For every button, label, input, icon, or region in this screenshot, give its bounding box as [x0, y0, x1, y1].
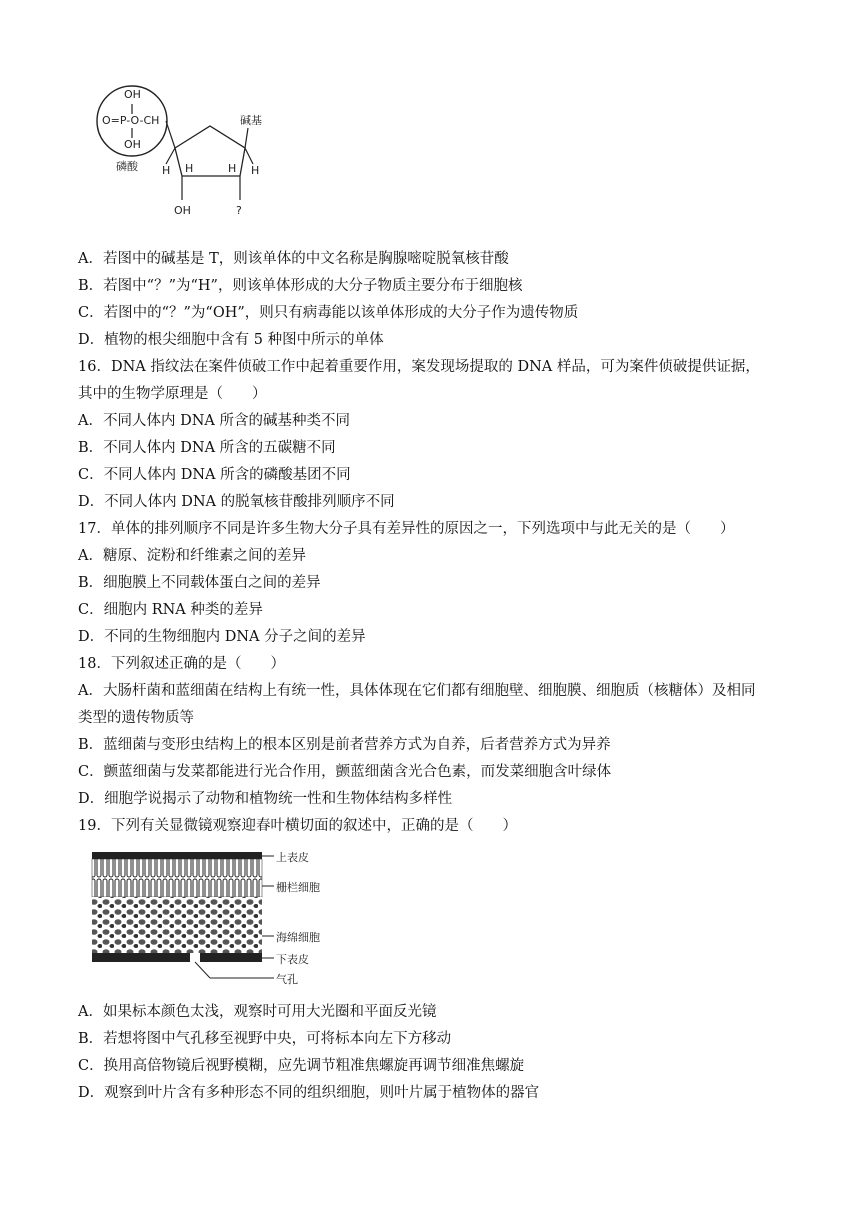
spongy-cell-label: 海绵细胞: [276, 931, 320, 944]
palisade-cell-label: 栅栏细胞: [276, 881, 320, 894]
q18-option-c: C．颤蓝细菌与发菜都能进行光合作用，颤蓝细菌含光合色素，而发菜细胞含叶绿体: [78, 764, 612, 780]
q15-option-c: C．若图中的“？”为“OH”，则只有病毒能以该单体形成的大分子作为遗传物质: [78, 305, 579, 321]
q19-option-d: D．观察到叶片含有多种形态不同的组织细胞，则叶片属于植物体的器官: [78, 1085, 540, 1101]
upper-epidermis-label: 上表皮: [276, 851, 309, 864]
h-label-3: H: [228, 162, 237, 175]
q15-option-b: B．若图中“？”为“H”，则该单体形成的大分子物质主要分布于细胞核: [78, 278, 523, 294]
q16-stem-line2: 其中的生物学原理是（ ）: [78, 386, 267, 402]
q17-option-b: B．细胞膜上不同载体蛋白之间的差异: [78, 575, 321, 591]
oh-sugar-label: OH: [174, 204, 191, 217]
lower-epidermis-label: 下表皮: [276, 953, 309, 966]
q18-option-b: B．蓝细菌与变形虫结构上的根本区别是前者营养方式为自养，后者营养方式为异养: [78, 737, 611, 753]
q16-option-d: D．不同人体内 DNA 的脱氧核苷酸排列顺序不同: [78, 494, 395, 510]
base-label: 碱基: [240, 114, 262, 127]
phosphorus-label: O=P-O-CH: [102, 114, 160, 127]
h-label-1: H: [162, 164, 171, 177]
q16-stem-line1: 16．DNA 指纹法在案件侦破工作中起着重要作用，案发现场提取的 DNA 样品，可为案件侦破提供证据，: [78, 359, 760, 375]
question-mark-label: ?: [236, 204, 242, 217]
nucleotide-figure: [90, 78, 290, 228]
q18-stem: 18．下列叙述正确的是（ ）: [78, 656, 285, 672]
oh-top-label: OH: [124, 88, 141, 101]
q17-option-c: C．细胞内 RNA 种类的差异: [78, 602, 263, 618]
q16-option-c: C．不同人体内 DNA 所含的磷酸基团不同: [78, 467, 351, 483]
q19-option-c: C．换用高倍物镜后视野模糊，应先调节粗准焦螺旋再调节细准焦螺旋: [78, 1058, 525, 1074]
h-label-2: H: [185, 162, 194, 175]
q19-stem: 19．下列有关显微镜观察迎春叶横切面的叙述中，正确的是（ ）: [78, 818, 517, 834]
q17-option-a: A．糖原、淀粉和纤维素之间的差异: [78, 548, 306, 564]
h-label-4: H: [251, 164, 260, 177]
q15-option-a: A．若图中的碱基是 T，则该单体的中文名称是胸腺嘧啶脱氧核苷酸: [78, 251, 509, 267]
q18-option-a-line2: 类型的遗传物质等: [78, 710, 194, 726]
q19-option-a: A．如果标本颜色太浅，观察时可用大光圈和平面反光镜: [78, 1004, 437, 1020]
q16-option-b: B．不同人体内 DNA 所含的五碳糖不同: [78, 440, 336, 456]
q15-option-d: D．植物的根尖细胞中含有 5 种图中所示的单体: [78, 332, 384, 348]
q19-option-b: B．若想将图中气孔移至视野中央，可将标本向左下方移动: [78, 1031, 452, 1047]
q18-option-d: D．细胞学说揭示了动物和植物统一性和生物体结构多样性: [78, 791, 453, 807]
q16-option-a: A．不同人体内 DNA 所含的碱基种类不同: [78, 413, 350, 429]
leaf-section-diagram: [90, 848, 350, 988]
q18-option-a-line1: A．大肠杆菌和蓝细菌在结构上有统一性，具体体现在它们都有细胞壁、细胞膜、细胞质（核糖体）及相同: [78, 683, 756, 699]
q17-option-d: D．不同的生物细胞内 DNA 分子之间的差异: [78, 629, 366, 645]
phosphate-label: 磷酸: [116, 160, 138, 173]
q17-stem: 17．单体的排列顺序不同是许多生物大分子具有差异性的原因之一，下列选项中与此无关的是（ ）: [78, 521, 735, 537]
oh-bottom-label: OH: [124, 138, 141, 151]
stoma-label: 气孔: [276, 973, 298, 986]
leaf-section-figure: [90, 848, 350, 988]
